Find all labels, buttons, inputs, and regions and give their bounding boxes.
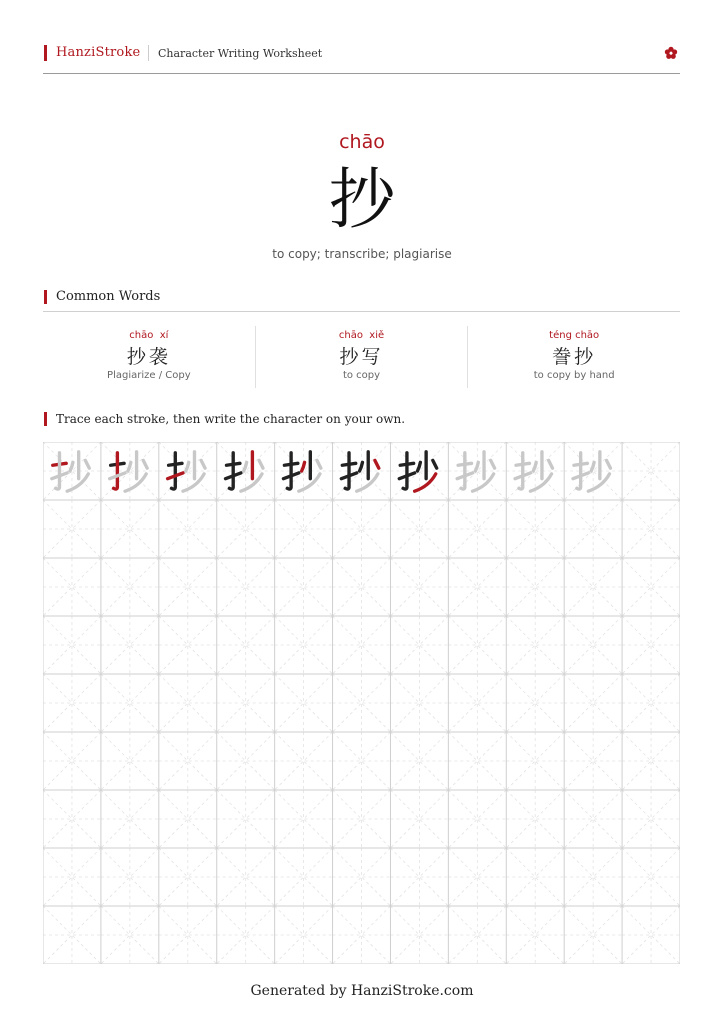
word-card (255, 326, 468, 388)
trace-stroke (259, 460, 263, 468)
trace-stroke (475, 462, 478, 471)
word-pinyin: chāo xí (129, 330, 169, 341)
word-card (43, 326, 255, 388)
word-hanzi: 抄袭 (126, 346, 171, 368)
trace-stroke (491, 460, 495, 468)
practice-grid[interactable] (43, 442, 680, 964)
current-stroke (302, 462, 305, 471)
worksheet-subtitle: Character Writing Worksheet (158, 47, 323, 60)
main-character: 抄 (329, 161, 395, 238)
common-words-title: Common Words (56, 289, 161, 304)
completed-stroke (433, 460, 437, 468)
trace-stroke (549, 460, 553, 468)
common-words-list (43, 326, 680, 388)
trace-stroke (533, 462, 536, 471)
completed-stroke (417, 462, 420, 471)
trace-stroke (317, 460, 321, 468)
word-hanzi: 誊抄 (552, 346, 597, 368)
character-meaning: to copy; transcribe; plagiarise (272, 247, 452, 261)
current-stroke (375, 460, 379, 468)
header-divider (148, 45, 149, 61)
character-pinyin: chāo (339, 131, 385, 153)
plum-blossom-icon (664, 46, 678, 60)
trace-stroke (244, 462, 247, 471)
section-accent-bar (44, 290, 47, 304)
word-hanzi: 抄写 (339, 346, 384, 368)
trace-stroke (607, 460, 611, 468)
completed-stroke (360, 462, 363, 471)
word-card (467, 326, 680, 388)
word-gloss: to copy by hand (533, 370, 615, 381)
trace-stroke (186, 462, 189, 471)
word-gloss: to copy (342, 370, 381, 381)
trace-stroke (128, 462, 131, 471)
trace-stroke (591, 462, 594, 471)
instructions-text: Trace each stroke, then write the character on your own. (56, 412, 406, 426)
footer-credit: Generated by HanziStroke.com (250, 983, 474, 999)
word-gloss: Plagiarize / Copy (107, 370, 191, 381)
brand-accent-bar (44, 45, 47, 61)
trace-stroke (201, 460, 205, 468)
brand-name: HanziStroke (56, 45, 141, 60)
trace-stroke (85, 460, 89, 468)
trace-stroke (70, 462, 73, 471)
common-words-heading (43, 288, 680, 312)
word-pinyin: chāo xiě (338, 330, 385, 341)
instructions-accent-bar (44, 412, 47, 426)
word-pinyin: téng chāo (549, 330, 600, 341)
worksheet-header (43, 42, 680, 74)
trace-stroke (143, 460, 147, 468)
